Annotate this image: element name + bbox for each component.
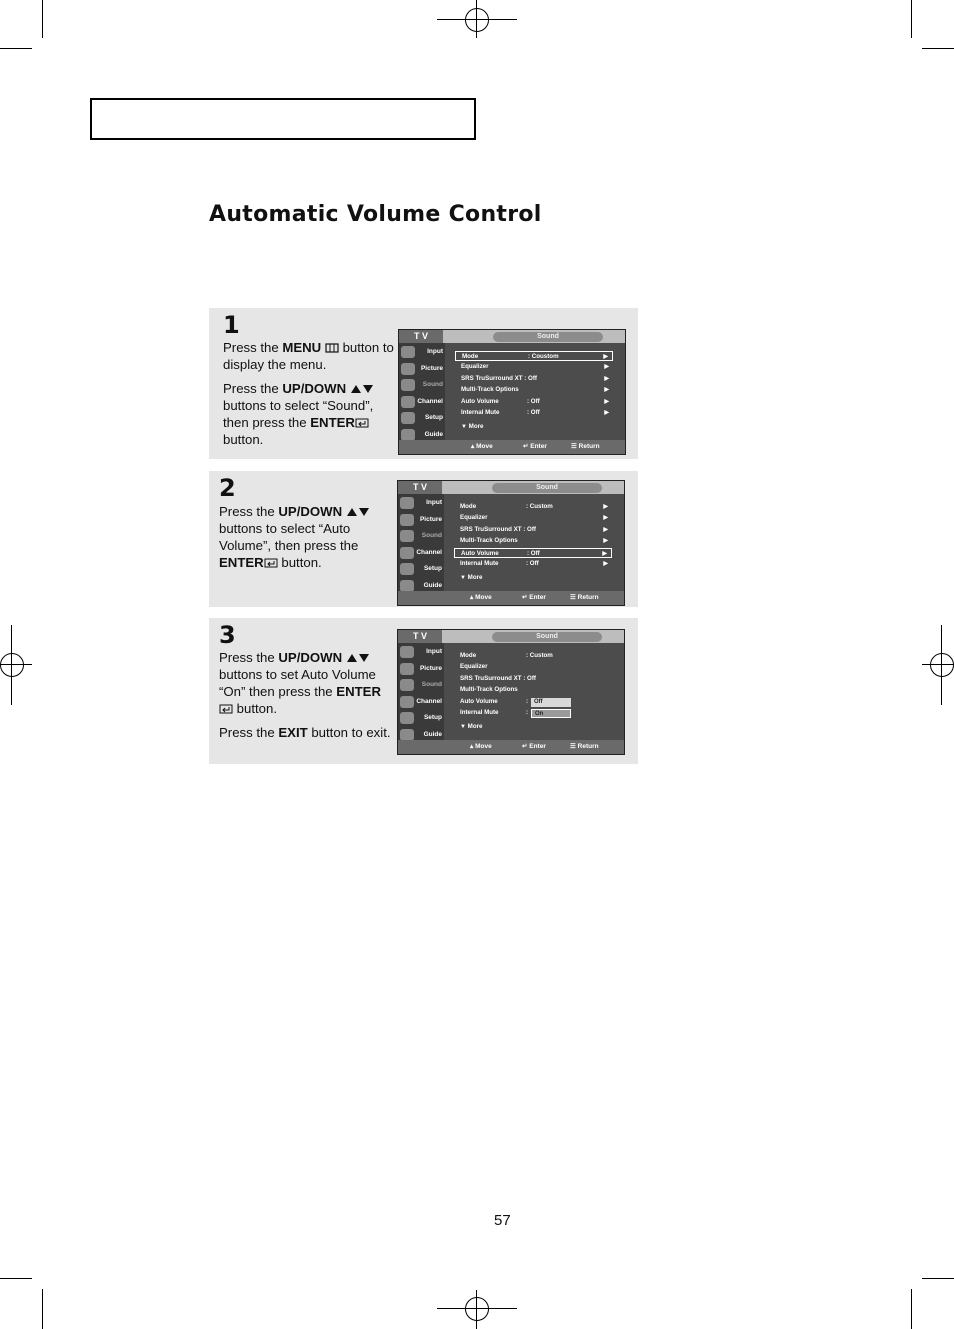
section-header-box bbox=[90, 98, 476, 140]
crop-mark bbox=[922, 1278, 954, 1279]
channel-icon bbox=[401, 396, 415, 408]
arrow-right-icon: ▶ bbox=[603, 354, 608, 360]
menu-section-title: Sound bbox=[492, 483, 602, 493]
sidebar-item-picture[interactable] bbox=[398, 512, 444, 528]
footer-enter: ↵ Enter bbox=[522, 743, 546, 750]
tv-menu-footer bbox=[398, 591, 624, 605]
sidebar-item-setup[interactable] bbox=[398, 710, 444, 726]
picture-icon bbox=[400, 514, 414, 526]
sidebar-item-label: Input bbox=[426, 648, 442, 655]
tv-label: T V bbox=[398, 630, 442, 643]
menu-row[interactable] bbox=[454, 513, 612, 523]
chevron-down-icon: ▼ bbox=[460, 575, 466, 581]
channel-icon bbox=[400, 696, 414, 708]
menu-row-label: Equalizer bbox=[460, 514, 488, 522]
tv-sidebar bbox=[398, 643, 444, 742]
sidebar-item-channel[interactable] bbox=[398, 545, 444, 561]
setup-icon bbox=[400, 563, 414, 575]
enter-icon bbox=[219, 704, 233, 714]
menu-row-label: Equalizer bbox=[460, 663, 488, 671]
guide-icon bbox=[400, 729, 414, 741]
menu-row[interactable] bbox=[454, 685, 612, 695]
step-instructions: Press the UP/DOWN buttons to select “Auto Volume”, then press the ENTER button. bbox=[219, 503, 394, 578]
crop-mark bbox=[911, 0, 912, 38]
sidebar-item-label: Guide bbox=[424, 430, 443, 438]
tv-menu-screen bbox=[397, 480, 625, 606]
menu-row[interactable] bbox=[454, 525, 612, 535]
sound-icon bbox=[400, 530, 414, 542]
crop-mark bbox=[0, 1278, 32, 1279]
input-icon bbox=[400, 497, 414, 509]
arrow-right-icon: ▶ bbox=[603, 538, 608, 545]
menu-row-value: : bbox=[526, 697, 529, 705]
sidebar-item-label: Input bbox=[427, 348, 443, 355]
menu-row-value: : Off bbox=[526, 560, 539, 567]
step-instructions: Press the UP/DOWN buttons to set Auto Volume “On” then press the ENTER button. Press the EXIT button to exit. bbox=[219, 650, 391, 740]
menu-row[interactable] bbox=[455, 362, 613, 372]
more-label: More bbox=[465, 723, 483, 730]
menu-row-value: : Off bbox=[527, 397, 540, 405]
step-instructions: Press the MENU button to display the menu. Press the UP/DOWN buttons to select “Sound”, then press the ENTER button. bbox=[223, 340, 394, 447]
menu-row-label: Auto Volume bbox=[461, 549, 499, 557]
menu-row-label: Equalizer bbox=[461, 363, 489, 371]
footer-return: ☰ Return bbox=[570, 743, 599, 750]
footer-move: ▴ Move bbox=[470, 743, 492, 750]
sidebar-item-label: Channel bbox=[417, 397, 443, 405]
sound-icon bbox=[401, 379, 415, 391]
up-down-icon bbox=[346, 653, 370, 663]
crop-mark bbox=[42, 1289, 43, 1329]
menu-row-label: Mode bbox=[460, 652, 477, 659]
menu-row-label: Auto Volume bbox=[461, 397, 499, 405]
sidebar-item-label: Guide bbox=[423, 581, 442, 589]
tv-sidebar bbox=[399, 343, 445, 442]
option-off[interactable]: Off bbox=[531, 698, 571, 707]
guide-icon bbox=[401, 429, 415, 441]
menu-row-label: Auto Volume bbox=[460, 697, 498, 705]
arrow-right-icon: ▶ bbox=[604, 398, 609, 405]
menu-row[interactable] bbox=[454, 502, 612, 512]
footer-return: ☰ Return bbox=[570, 594, 599, 601]
footer-return: ☰ Return bbox=[571, 443, 600, 450]
menu-row[interactable] bbox=[454, 674, 612, 684]
step-number: 2 bbox=[219, 474, 236, 502]
more-link[interactable] bbox=[460, 723, 482, 730]
menu-row-value: : Custom bbox=[526, 503, 553, 510]
sidebar-item-setup[interactable] bbox=[398, 561, 444, 577]
tv-menu-footer bbox=[399, 440, 625, 454]
tv-label: T V bbox=[399, 330, 443, 343]
menu-row-label: SRS TruSurround XT : Off bbox=[460, 525, 536, 533]
menu-row[interactable] bbox=[454, 662, 612, 672]
picture-icon bbox=[401, 363, 415, 375]
arrow-right-icon: ▶ bbox=[604, 364, 609, 371]
footer-enter: ↵ Enter bbox=[523, 443, 547, 450]
tv-menu-screen bbox=[398, 329, 626, 455]
menu-row[interactable] bbox=[454, 559, 612, 569]
tv-menu-header bbox=[399, 330, 625, 343]
tv-menu-header bbox=[398, 481, 624, 494]
menu-row[interactable] bbox=[455, 408, 613, 418]
arrow-right-icon: ▶ bbox=[604, 375, 609, 382]
sidebar-item-label: Picture bbox=[420, 364, 443, 372]
setup-icon bbox=[400, 712, 414, 724]
footer-move: ▴ Move bbox=[470, 594, 492, 601]
crop-mark bbox=[0, 48, 32, 49]
sidebar-item-label: Setup bbox=[423, 565, 442, 572]
menu-row[interactable] bbox=[455, 385, 613, 395]
chevron-down-icon: ▼ bbox=[461, 424, 467, 430]
crop-mark bbox=[911, 1289, 912, 1329]
sidebar-item-label: Picture bbox=[419, 515, 442, 523]
menu-row[interactable] bbox=[455, 351, 613, 361]
sidebar-item-sound[interactable] bbox=[398, 677, 444, 693]
arrow-right-icon: ▶ bbox=[604, 410, 609, 416]
footer-enter: ↵ Enter bbox=[522, 594, 546, 601]
menu-row-label: SRS TruSurround XT : Off bbox=[460, 674, 536, 682]
arrow-right-icon: ▶ bbox=[604, 387, 609, 394]
input-icon bbox=[400, 646, 414, 658]
more-label: More bbox=[466, 423, 484, 430]
arrow-right-icon: ▶ bbox=[603, 504, 608, 510]
sound-icon bbox=[400, 679, 414, 691]
tv-menu-footer bbox=[398, 740, 624, 754]
sidebar-item-label: Channel bbox=[416, 548, 442, 556]
tv-sidebar bbox=[398, 494, 444, 593]
sidebar-item-label: Sound bbox=[421, 532, 442, 539]
setup-icon bbox=[401, 412, 415, 424]
step-number: 1 bbox=[223, 311, 240, 339]
menu-row[interactable] bbox=[455, 374, 613, 384]
guide-icon bbox=[400, 580, 414, 592]
sidebar-item-label: Input bbox=[426, 499, 442, 506]
menu-row-value: : Custom bbox=[526, 652, 553, 659]
menu-row[interactable] bbox=[454, 651, 612, 661]
menu-row-label: Internal Mute bbox=[460, 709, 499, 716]
picture-icon bbox=[400, 663, 414, 675]
up-down-icon bbox=[350, 384, 374, 394]
sidebar-item-label: Setup bbox=[424, 414, 443, 421]
footer-move: ▴ Move bbox=[471, 443, 493, 450]
sidebar-item-label: Setup bbox=[423, 714, 442, 721]
option-on[interactable]: On bbox=[531, 709, 571, 718]
enter-icon bbox=[264, 558, 278, 568]
menu-row-label: SRS TruSurround XT : Off bbox=[461, 374, 537, 382]
sidebar-item-picture[interactable] bbox=[399, 361, 445, 377]
sidebar-item-sound[interactable] bbox=[398, 528, 444, 544]
menu-section-title: Sound bbox=[493, 332, 603, 342]
menu-section-title: Sound bbox=[492, 632, 602, 642]
more-label: More bbox=[465, 574, 483, 581]
menu-row-value: : Off bbox=[527, 409, 540, 416]
sidebar-item-label: Guide bbox=[423, 730, 442, 738]
sidebar-item-label: Sound bbox=[422, 381, 443, 388]
tv-menu-header bbox=[398, 630, 624, 643]
input-icon bbox=[401, 346, 415, 358]
sidebar-item-sound[interactable] bbox=[399, 377, 445, 393]
crop-mark bbox=[42, 0, 43, 38]
menu-row-label: Multi-Track Options bbox=[460, 537, 518, 545]
menu-row[interactable] bbox=[454, 536, 612, 546]
crop-mark bbox=[922, 48, 954, 49]
up-down-icon bbox=[346, 507, 370, 517]
menu-row-label: Mode bbox=[460, 503, 477, 510]
arrow-right-icon: ▶ bbox=[603, 515, 608, 522]
enter-icon bbox=[355, 418, 369, 428]
sidebar-item-input[interactable] bbox=[399, 344, 445, 360]
menu-row-label: Internal Mute bbox=[460, 560, 499, 567]
menu-icon bbox=[325, 343, 339, 353]
sidebar-item-channel[interactable] bbox=[399, 394, 445, 410]
menu-row-label: Mode bbox=[462, 353, 479, 360]
menu-row-label: Internal Mute bbox=[461, 409, 500, 416]
channel-icon bbox=[400, 547, 414, 559]
page-number: 57 bbox=[494, 1212, 511, 1229]
menu-row[interactable] bbox=[455, 397, 613, 407]
step-number: 3 bbox=[219, 621, 236, 649]
sidebar-item-label: Sound bbox=[421, 681, 442, 688]
menu-row-label: Multi-Track Options bbox=[460, 686, 518, 694]
sidebar-item-channel[interactable] bbox=[398, 694, 444, 710]
arrow-right-icon: ▶ bbox=[603, 526, 608, 533]
sidebar-item-label: Channel bbox=[416, 697, 442, 705]
sidebar-item-setup[interactable] bbox=[399, 410, 445, 426]
menu-row-label: Multi-Track Options bbox=[461, 386, 519, 394]
menu-row-value: : Off bbox=[527, 549, 540, 557]
menu-row[interactable] bbox=[454, 548, 612, 558]
more-link[interactable] bbox=[461, 423, 483, 430]
arrow-right-icon: ▶ bbox=[602, 550, 607, 557]
chevron-down-icon: ▼ bbox=[460, 724, 466, 730]
page-title: Automatic Volume Control bbox=[209, 202, 542, 227]
sidebar-item-input[interactable] bbox=[398, 495, 444, 511]
arrow-right-icon: ▶ bbox=[603, 561, 608, 567]
tv-menu-screen bbox=[397, 629, 625, 755]
sidebar-item-label: Picture bbox=[419, 664, 442, 672]
tv-label: T V bbox=[398, 481, 442, 494]
more-link[interactable] bbox=[460, 574, 482, 581]
sidebar-item-picture[interactable] bbox=[398, 661, 444, 677]
menu-row-value: : bbox=[526, 709, 529, 716]
menu-row-value: : Coustom bbox=[528, 353, 559, 360]
sidebar-item-input[interactable] bbox=[398, 644, 444, 660]
